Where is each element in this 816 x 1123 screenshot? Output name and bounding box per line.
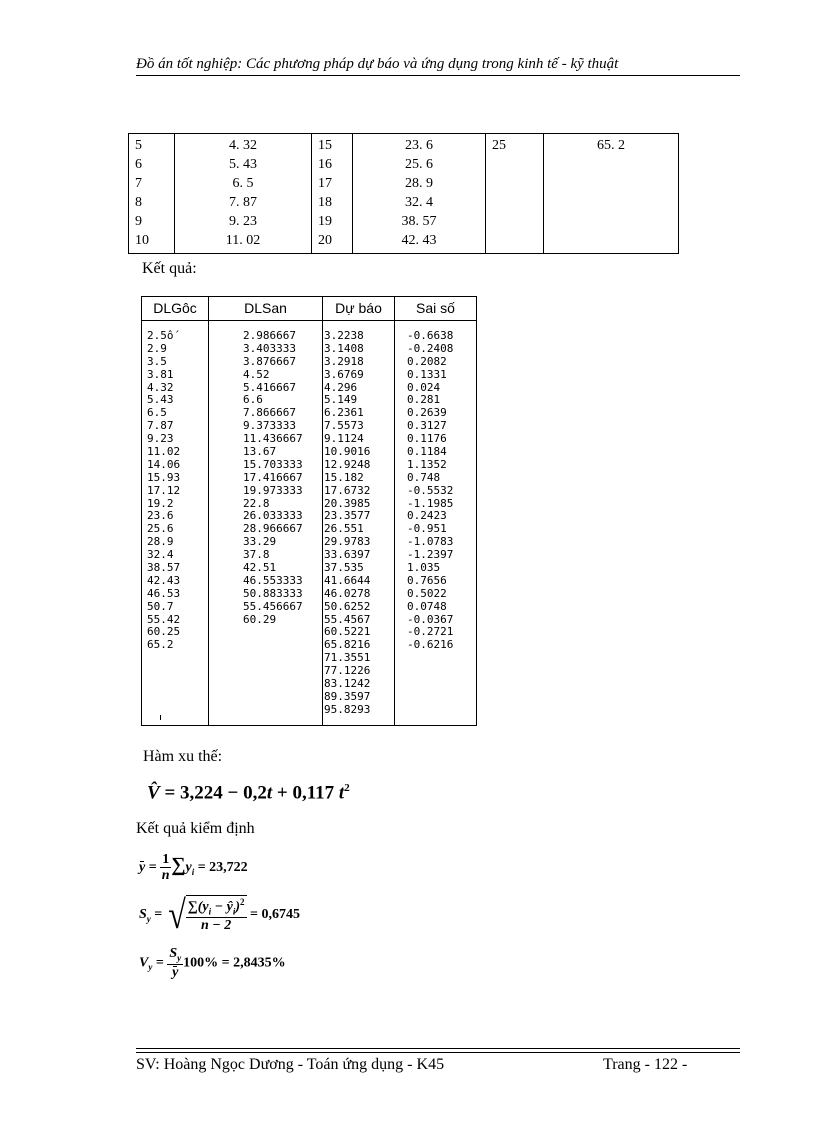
cell-saiso: -0.951 — [407, 522, 447, 536]
result-table — [141, 296, 477, 726]
table-cell: 7 — [129, 174, 175, 193]
cell-saiso: 0.281 — [407, 393, 441, 407]
cell-saiso: -0.0367 — [407, 612, 454, 626]
cell-saiso: 0.0748 — [407, 599, 447, 613]
cell-dlgoc: 15.93 — [147, 470, 181, 484]
cell-saiso: 0.1184 — [407, 445, 447, 459]
cell-dubao: 20.3985 — [324, 496, 371, 510]
cell-saiso: 0.2082 — [407, 354, 447, 368]
cell-dlgoc: 65.2 — [147, 638, 174, 652]
cell-dlgoc: 11.02 — [147, 445, 181, 459]
table-cell — [486, 155, 544, 174]
cell-saiso: 0.748 — [407, 470, 441, 484]
table-cell: 6 — [129, 155, 175, 174]
table-cell: 32. 4 — [353, 193, 486, 212]
table-row — [129, 155, 679, 174]
cell-dubao: 83.1242 — [324, 677, 371, 691]
cell-saiso: 0.5022 — [407, 586, 447, 600]
cell-dlsan: 3.403333 — [243, 341, 296, 355]
cell-dlgoc: 7.87 — [147, 419, 174, 433]
cell-dubao: 65.8216 — [324, 638, 371, 652]
cell-dubao: 41.6644 — [324, 573, 371, 587]
cell-dubao: 95.8293 — [324, 702, 371, 716]
table-cell: 18 — [312, 193, 353, 212]
cell-dlsan: 4.52 — [243, 367, 270, 381]
cell-saiso: -1.0783 — [407, 535, 454, 549]
cell-dubao: 5.149 — [324, 393, 358, 407]
table-cell — [486, 231, 544, 254]
cell-dlsan: 9.373333 — [243, 419, 296, 433]
table-cell — [486, 174, 544, 193]
cell-dubao: 10.9016 — [324, 445, 371, 459]
table-row — [129, 212, 679, 231]
cell-dlgoc: 5.43 — [147, 393, 174, 407]
col-dubao — [322, 297, 394, 725]
cell-saiso: -0.6638 — [407, 329, 454, 342]
trend-label: Hàm xu thế: — [143, 748, 223, 765]
table-cell: 16 — [312, 155, 353, 174]
cell-dlgoc: 23.6 — [147, 509, 174, 523]
col-saiso — [394, 297, 476, 725]
table-cell: 42. 43 — [353, 231, 486, 254]
cell-saiso: 0.3127 — [407, 419, 447, 433]
cell-saiso: 0.1176 — [407, 432, 447, 446]
cell-dubao: 3.2238 — [324, 329, 364, 342]
table-cell: 28. 9 — [353, 174, 486, 193]
cell-dubao: 15.182 — [324, 470, 364, 484]
cell-dlgoc: 32.4 — [147, 548, 174, 562]
cell-dlsan: 5.416667 — [243, 380, 296, 394]
table-cell — [544, 174, 679, 193]
cell-dubao: 9.1124 — [324, 432, 364, 446]
cell-saiso: -0.2721 — [407, 625, 454, 639]
table-cell: 8 — [129, 193, 175, 212]
cell-dubao: 26.551 — [324, 522, 364, 536]
cell-dlsan: 60.29 — [243, 612, 277, 626]
col-header-dubao: Dự báo — [323, 297, 394, 321]
cell-dlsan: 11.436667 — [243, 432, 303, 446]
cell-saiso: -0.6216 — [407, 638, 454, 652]
cell-dubao: 77.1226 — [324, 664, 371, 678]
cell-saiso: 0.024 — [407, 380, 441, 394]
col-header-saiso: Sai số — [395, 297, 476, 321]
table-cell: 25. 6 — [353, 155, 486, 174]
cell-dlsan: 2.986667 — [243, 329, 296, 342]
cell-dlsan: 37.8 — [243, 548, 270, 562]
cell-dlsan: 22.8 — [243, 496, 270, 510]
vy-formula: $V_y$ = $\frac{S_y}{y}$ 100% = 2,8435% — [139, 946, 286, 980]
table-cell: 6. 5 — [175, 174, 312, 193]
cell-dlgoc: 2.5ố — [147, 329, 174, 342]
cell-dubao: 17.6732 — [324, 483, 371, 497]
cell-saiso: -0.2408 — [407, 341, 454, 355]
cell-dubao: 50.6252 — [324, 599, 371, 613]
cell-dlgoc: 42.43 — [147, 573, 181, 587]
cell-saiso: 1.035 — [407, 561, 441, 575]
cell-dlgoc: 38.57 — [147, 561, 181, 575]
table-cell: 38. 57 — [353, 212, 486, 231]
cell-dubao: 37.535 — [324, 561, 364, 575]
cell-dlgoc: 25.6 — [147, 522, 174, 536]
cell-dubao: 29.9783 — [324, 535, 371, 549]
result-label: Kết quả: — [142, 260, 197, 277]
cell-dlgoc: 17.12 — [147, 483, 181, 497]
cell-saiso: -0.5532 — [407, 483, 454, 497]
cell-dlsan: 55.456667 — [243, 599, 303, 613]
table-row — [129, 134, 679, 156]
cell-dlgoc: 4.32 — [147, 380, 174, 394]
cell-dubao: 4.296 — [324, 380, 358, 394]
table-cell: 23. 6 — [353, 134, 486, 156]
table-cell: 5 — [129, 134, 175, 156]
cell-dlsan: 3.876667 — [243, 354, 296, 368]
table-cell: 17 — [312, 174, 353, 193]
cell-dlsan: 50.883333 — [243, 586, 303, 600]
col-dlgoc — [142, 297, 208, 725]
cell-dubao: 89.3597 — [324, 689, 371, 703]
cell-dlgoc: 28.9 — [147, 535, 174, 549]
table-cell: 19 — [312, 212, 353, 231]
table-cell: 20 — [312, 231, 353, 254]
cell-dlsan: 6.6 — [243, 393, 263, 407]
table-row — [129, 174, 679, 193]
table-cell: 10 — [129, 231, 175, 254]
footer-divider-2 — [136, 1052, 740, 1053]
cell-dlsan: 13.67 — [243, 445, 277, 459]
cell-dlgoc: 55.42 — [147, 612, 181, 626]
table-cell — [486, 212, 544, 231]
cell-dlgoc: 14.06 — [147, 457, 181, 471]
cell-dubao: 7.5573 — [324, 419, 364, 433]
cell-saiso: 0.2639 — [407, 406, 447, 420]
cell-saiso: -1.1985 — [407, 496, 454, 510]
cell-dlsan: 28.966667 — [243, 522, 303, 536]
cell-dlsan: 46.553333 — [243, 573, 303, 587]
footer-author: SV: Hoàng Ngọc Dương - Toán ứng dụng - K45 — [136, 1056, 445, 1073]
cell-dlsan: 17.416667 — [243, 470, 303, 484]
cell-dlsan: 19.973333 — [243, 483, 303, 497]
cell-saiso: 0.1331 — [407, 367, 447, 381]
cell-dlgoc: 60.25 — [147, 625, 181, 639]
test-result-label: Kết quả kiểm định — [136, 820, 255, 837]
data-table — [128, 133, 679, 254]
cell-dlgoc: 9.23 — [147, 432, 174, 446]
table-row — [129, 231, 679, 254]
table-cell: 9 — [129, 212, 175, 231]
cell-dubao: 33.6397 — [324, 548, 371, 562]
col-dlsan — [208, 297, 322, 725]
col-header-dlgoc: DLGôc — [142, 297, 208, 321]
table-cell: 25 — [486, 134, 544, 156]
cell-dubao: 12.9248 — [324, 457, 371, 471]
cell-saiso: 0.2423 — [407, 509, 447, 523]
sy-formula: $S_y$ = √ $\frac{\sum(y_i - ŷ_i)^2}{n - 2}$ = 0,6745 — [139, 892, 300, 937]
table-cell — [544, 212, 679, 231]
cell-saiso: 1.1352 — [407, 457, 447, 471]
table-cell — [544, 231, 679, 254]
cell-dubao: 6.2361 — [324, 406, 364, 420]
cell-dlsan: 15.703333 — [243, 457, 303, 471]
cell-dlsan: 7.866667 — [243, 406, 296, 420]
cell-dlsan: 26.033333 — [243, 509, 303, 523]
cell-dubao: 71.3551 — [324, 651, 371, 665]
page-header: Đồ án tốt nghiệp: Các phương pháp dự báo và ứng dụng trong kinh tế - kỹ thuật — [136, 56, 740, 76]
table-row — [129, 193, 679, 212]
cell-dlgoc: 6.5 — [147, 406, 167, 420]
table-cell: 11. 02 — [175, 231, 312, 254]
footer-divider — [136, 1048, 740, 1049]
cell-dubao: 23.3577 — [324, 509, 371, 523]
cell-dlgoc: 19.2 — [147, 496, 174, 510]
cursor-tick — [160, 715, 161, 720]
table-cell: 15 — [312, 134, 353, 156]
cell-dubao: 3.6769 — [324, 367, 364, 381]
table-cell: 7. 87 — [175, 193, 312, 212]
cell-dubao: 3.1408 — [324, 341, 364, 355]
cell-dlgoc: 2.9 — [147, 341, 167, 355]
table-cell — [544, 155, 679, 174]
table-cell: 4. 32 — [175, 134, 312, 156]
cell-dlsan: 33.29 — [243, 535, 277, 549]
col-header-dlsan: DLSan — [209, 297, 322, 321]
cell-dubao: 3.2918 — [324, 354, 364, 368]
cell-dubao: 46.0278 — [324, 586, 371, 600]
table-cell — [544, 193, 679, 212]
cell-dubao: 55.4567 — [324, 612, 371, 626]
table-cell: 9. 23 — [175, 212, 312, 231]
footer-page-number: Trang - 122 - — [603, 1056, 688, 1073]
cell-saiso: -1.2397 — [407, 548, 454, 562]
table-cell: 65. 2 — [544, 134, 679, 156]
cell-dlgoc: 3.5 — [147, 354, 167, 368]
cell-dlgoc: 50.7 — [147, 599, 174, 613]
cell-dlgoc: 46.53 — [147, 586, 181, 600]
cell-dlgoc: 3.81 — [147, 367, 174, 381]
cell-saiso: 0.7656 — [407, 573, 447, 587]
cell-dlsan: 42.51 — [243, 561, 277, 575]
cell-dubao: 60.5221 — [324, 625, 371, 639]
mean-formula: y = $\frac{1}{n}$ $\sum y_i = 23,722$ — [139, 852, 248, 884]
trend-formula: V̂ = 3,224 − 0,2t + 0,117 $t^2$ — [147, 782, 350, 804]
table-cell: 5. 43 — [175, 155, 312, 174]
table-cell — [486, 193, 544, 212]
